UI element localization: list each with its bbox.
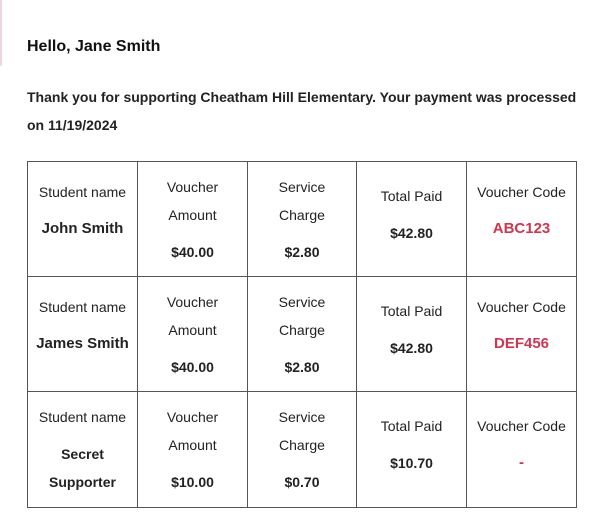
total-paid-value: $10.70 xyxy=(390,455,433,471)
total-paid-label: Total Paid xyxy=(380,187,443,204)
voucher-amount-cell xyxy=(138,277,248,392)
amount-value: $40.00 xyxy=(171,358,214,375)
voucher-amount-cell xyxy=(138,162,248,277)
charge-value: $2.80 xyxy=(284,243,320,260)
voucher-label: Voucher xyxy=(166,178,219,195)
total-paid-cell xyxy=(357,162,467,277)
student-name-value: Secret xyxy=(61,446,104,462)
student-cell xyxy=(28,277,138,392)
total-paid-value: $42.80 xyxy=(390,224,433,241)
service-label: Service xyxy=(278,293,326,310)
charge-value: $2.80 xyxy=(284,358,320,375)
voucher-amount-cell xyxy=(138,392,248,508)
amount-value: $40.00 xyxy=(171,243,214,260)
charge-label: Charge xyxy=(279,206,325,223)
student-cell xyxy=(28,162,138,277)
charge-label: Charge xyxy=(279,437,325,453)
voucher-code-label: Voucher Code xyxy=(477,183,566,200)
payment-table xyxy=(27,161,577,508)
amount-value: $10.00 xyxy=(171,474,214,490)
service-charge-cell xyxy=(248,392,357,508)
voucher-code-cell xyxy=(467,162,577,277)
service-charge-cell xyxy=(248,277,357,392)
student-name-value: John Smith xyxy=(41,219,124,237)
total-paid-label: Total Paid xyxy=(380,418,443,434)
student-name-label: Student name xyxy=(38,298,127,315)
amount-label: Amount xyxy=(168,321,217,338)
total-paid-value: $42.80 xyxy=(390,339,433,356)
voucher-label: Voucher xyxy=(166,293,219,310)
student-name-value: James Smith xyxy=(36,334,129,352)
service-label: Service xyxy=(278,409,326,425)
charge-value: $0.70 xyxy=(284,474,320,490)
charge-label: Charge xyxy=(279,321,325,338)
voucher-code-cell xyxy=(467,277,577,392)
student-name-value: Supporter xyxy=(49,474,116,490)
total-paid-label: Total Paid xyxy=(380,302,443,319)
table-row xyxy=(28,277,577,392)
edge-decoration xyxy=(0,0,2,66)
total-paid-cell xyxy=(357,392,467,508)
payment-message: Thank you for supporting Cheatham Hill Elementary. Your payment was processed on 11/19/2024 xyxy=(27,89,577,133)
voucher-code-value: DEF456 xyxy=(493,334,550,352)
table-row xyxy=(28,162,577,277)
voucher-code-label: Voucher Code xyxy=(477,418,566,434)
greeting-heading: Hello, Jane Smith xyxy=(27,38,161,55)
voucher-code-value: - xyxy=(519,454,524,471)
voucher-label: Voucher xyxy=(166,409,219,425)
voucher-code-cell xyxy=(467,392,577,508)
voucher-code-value: ABC123 xyxy=(492,219,551,237)
voucher-code-label: Voucher Code xyxy=(477,298,566,315)
total-paid-cell xyxy=(357,277,467,392)
student-name-label: Student name xyxy=(38,183,127,200)
amount-label: Amount xyxy=(168,206,217,223)
service-label: Service xyxy=(278,178,326,195)
student-cell xyxy=(28,392,138,508)
student-name-label: Student name xyxy=(38,409,127,425)
amount-label: Amount xyxy=(168,437,217,453)
service-charge-cell xyxy=(248,162,357,277)
table-row xyxy=(28,392,577,508)
